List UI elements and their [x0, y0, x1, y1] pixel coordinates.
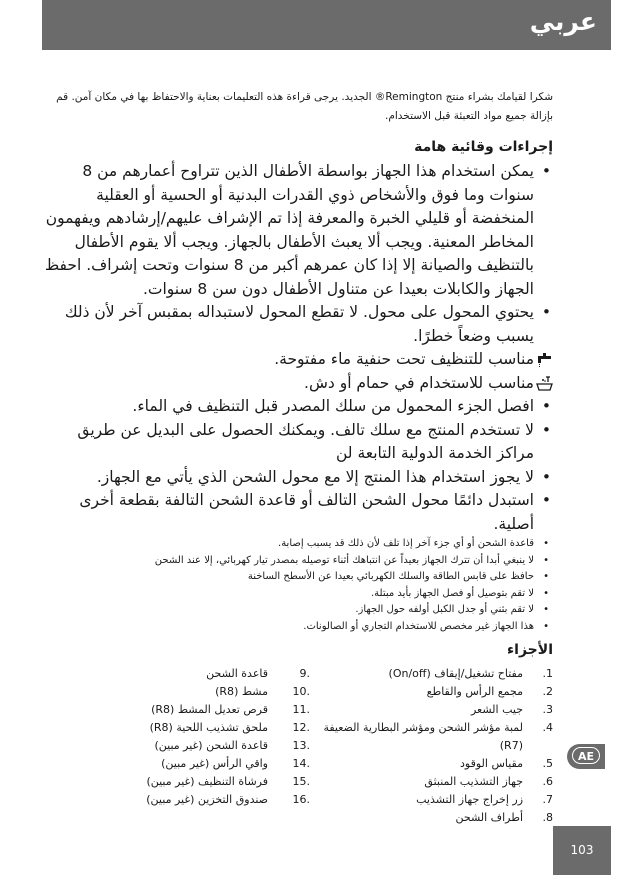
intro-paragraph: شكرا لقيامك بشراء منتج Remington® الجديد. يرجى قراءة هذه التعليمات بعناية والاحتفاظ بها في مكان آمن. قم بإزالة جميع مواد التعبئة قبل الاستخدام. [56, 91, 553, 122]
safety-bullet: • يمكن استخدام هذا الجهاز بواسطة الأطفال الذين تتراوح أعمارهم من 8 سنوات وما فوق والأشخاص ذوي القدرات البدنية أو الحسية أو العقلية المنخفضة أو قليلي الخبرة والمعرفة إذا تم الإشراف عليهم/إرشادهم ويفهمون المخاطر المعنية. ويجب ألا يعبث الأطفال بالجهاز. ويجب ألا يقوم الأطفال بالتنظيف والصيانة إلا إذا كان عمرهم أكبر من 8 سنوات وتحت إشراف. احفظ الجهاز والكابلات بعيدا عن متناول الأطفال دون سن 8 سنوات. [40, 160, 553, 301]
parts-heading: الأجزاء [507, 642, 553, 658]
parts-list [40, 665, 553, 825]
page-content [40, 88, 553, 825]
safety-small-bullet: • لا ينبغي أبدا أن تترك الجهاز بعيداً عن انتباهك أثناء توصيله بمصدر تيار كهربائي، إلا عند الشحن [40, 553, 553, 570]
part-number: .9 [299, 667, 310, 680]
safety-list [40, 160, 553, 635]
symbol-item-tap [40, 348, 553, 372]
part-number: 8. [542, 811, 553, 824]
tap-icon [536, 352, 553, 368]
part-label: ملحق تشذيب اللحية (R8) [149, 721, 268, 734]
safety-small-bullet: • لا تقم بثني أو جدل الكبل أولفه حول الجهاز. [40, 602, 553, 619]
part-number: .15 [292, 775, 310, 788]
part-label: جهاز التشذيب المنبثق [424, 775, 523, 788]
part-label: لمبة مؤشر الشحن ومؤشر البطارية الضعيفة [323, 721, 523, 734]
part-label: مجمع الرأس والقاطع [426, 685, 523, 698]
safety-bullet: • استبدل دائمًا محول الشحن التالف أو قاعدة الشحن التالفة بقطعة أخرى أصلية. [40, 489, 553, 536]
safety-bullet: • يحتوي المحول على محول. لا تقطع المحول لاستبداله بمقبس آخر لأن ذلك يسبب وضعاً خطرًا. [40, 301, 553, 348]
part-number: 3. [542, 703, 553, 716]
part-label: مفتاح تشغيل/إيقاف (On/off) [388, 667, 523, 680]
safety-small-bullet: • هذا الجهاز غير مخصص للاستخدام التجاري أو الصالونات. [40, 619, 553, 636]
part-number: 2. [542, 685, 553, 698]
part-label: جيب الشعر [470, 703, 523, 716]
page-number: 103 [570, 843, 594, 857]
language-header-bar [42, 0, 611, 50]
safety-bullet: • لا تستخدم المنتج مع سلك تالف. ويمكنك الحصول على البديل عن طريق مراكز الخدمة الدولية التابعة لن [40, 419, 553, 466]
safety-heading: إجراءات وقائية هامة [414, 139, 553, 155]
part-label: فرشاة التنظيف (غير مبين) [146, 775, 268, 788]
part-number: 4. [542, 721, 553, 734]
part-number: .16 [292, 793, 310, 806]
safety-small-bullet: • لا تقم بتوصيل أو فصل الجهاز بأيد مبتلة. [40, 586, 553, 603]
part-number: .10 [292, 685, 310, 698]
part-label: مقياس الوقود [460, 757, 523, 770]
language-badge: AE [572, 747, 600, 764]
symbol-item-text: مناسب للاستخدام في حمام أو دش. [304, 373, 534, 392]
part-number: 1. [542, 667, 553, 680]
part-label: أطراف الشحن [455, 811, 523, 824]
safety-bullet: • افصل الجزء المحمول من سلك المصدر قبل التنظيف في الماء. [40, 395, 553, 419]
part-label: قاعدة الشحن [206, 667, 268, 680]
bath-shower-icon [536, 376, 553, 392]
part-number: .12 [292, 721, 310, 734]
part-number: 5. [542, 757, 553, 770]
part-label: واقي الرأس (غير مبين) [161, 757, 268, 770]
language-title: عربي [529, 7, 597, 36]
language-badge-tab [567, 744, 605, 769]
part-label: مشط (R8) [215, 685, 268, 698]
part-label: قرص تعديل المشط (R8) [151, 703, 268, 716]
part-label: زر إخراج جهاز التشذيب [416, 793, 523, 806]
symbol-item-bath [40, 372, 553, 396]
part-number: .11 [292, 703, 310, 716]
safety-bullet: • لا يجوز استخدام هذا المنتج إلا مع محول الشحن الذي يأتي مع الجهاز. [40, 466, 553, 490]
part-label: صندوق التخزين (غير مبين) [146, 793, 268, 806]
safety-small-bullet: • حافظ على قابس الطاقة والسلك الكهربائي بعيدا عن الأسطح الساخنة [40, 569, 553, 586]
safety-small-bullet: • قاعدة الشحن أو أي جزء آخر إذا تلف لأن ذلك قد يسبب إصابة. [40, 536, 553, 553]
part-label: (R7) [499, 739, 523, 752]
part-number: .14 [292, 757, 310, 770]
part-number: 6. [542, 775, 553, 788]
part-number: 7. [542, 793, 553, 806]
symbol-item-text: مناسب للتنظيف تحت حنفية ماء مفتوحة. [274, 350, 534, 368]
part-number: .13 [292, 739, 310, 752]
part-label: قاعدة الشحن (غير مبين) [154, 739, 268, 752]
